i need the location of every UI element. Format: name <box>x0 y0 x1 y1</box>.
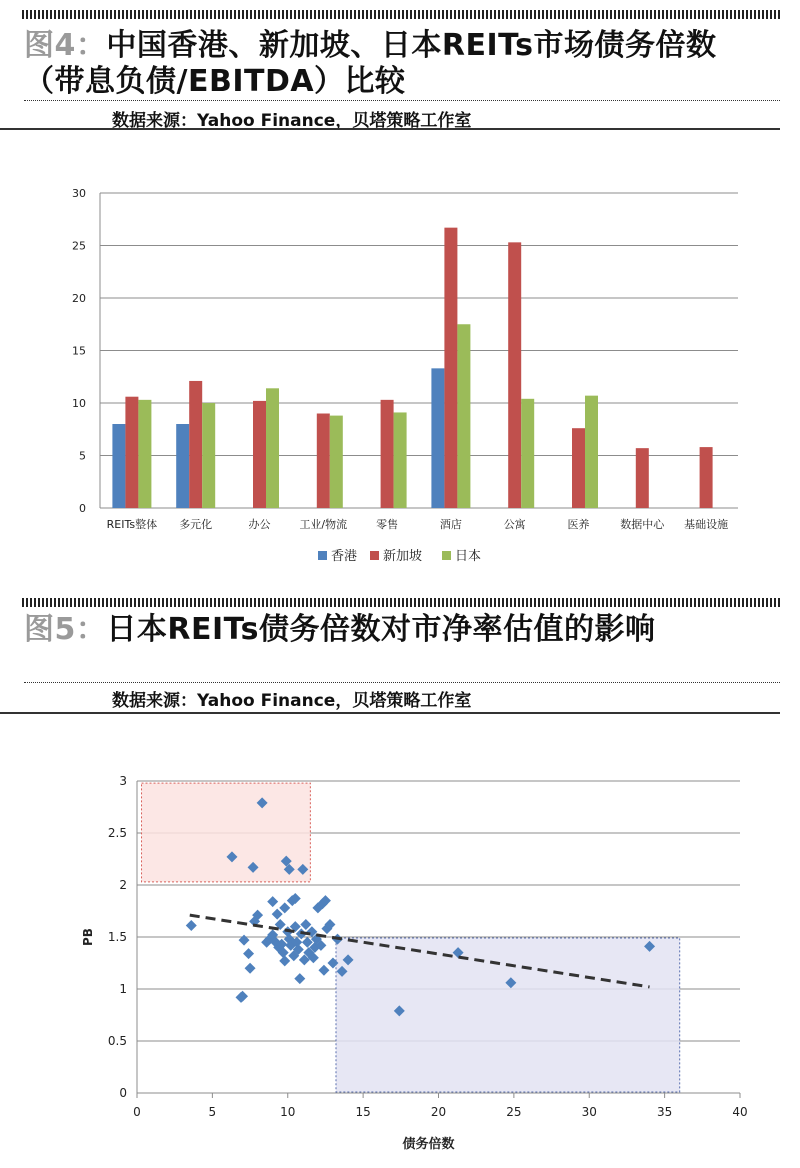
x-tick-label: 多元化 <box>179 518 213 531</box>
bar-日本 <box>585 396 598 508</box>
fig4-divider-solid <box>0 128 780 130</box>
y-tick-label: 25 <box>72 239 86 253</box>
fig5-title-text: 日本REITs债务倍数对市净率估值的影响 <box>106 612 656 647</box>
x-tick-label: 酒店 <box>439 518 462 531</box>
x-tick-label: 10 <box>280 1105 296 1119</box>
scatter-point <box>239 935 250 946</box>
fig4-title-line2: （带息负债/EBITDA）比较 <box>24 64 406 99</box>
scatter-point <box>279 955 290 966</box>
x-tick-label: 40 <box>732 1105 748 1119</box>
bar-新加坡 <box>381 400 394 508</box>
x-tick-label: 数据中心 <box>620 518 665 531</box>
x-tick-label: 25 <box>506 1105 522 1119</box>
high-leverage-region-box <box>336 938 680 1092</box>
x-tick-label: 零售 <box>376 518 399 531</box>
y-tick-label: 1 <box>119 982 127 996</box>
y-tick-label: 0.5 <box>107 1034 127 1048</box>
y-tick-label: 0 <box>119 1086 127 1100</box>
scatter-point <box>243 948 254 959</box>
scatter-point <box>279 902 290 913</box>
header-hatch-bar <box>22 10 780 19</box>
bar-香港 <box>176 424 189 508</box>
y-tick-label: 15 <box>72 344 86 358</box>
x-axis-label: 债务倍数 <box>402 1137 455 1152</box>
y-tick-label: 20 <box>72 292 86 305</box>
x-tick-label: 0 <box>133 1105 141 1119</box>
x-tick-label: 30 <box>581 1105 597 1119</box>
bar-新加坡 <box>317 414 330 509</box>
bar-日本 <box>394 412 407 508</box>
y-tick-label: 2.5 <box>107 826 127 840</box>
y-tick-label: 2 <box>119 878 127 892</box>
x-tick-label: 办公 <box>248 518 271 531</box>
y-axis-label: PB <box>81 928 95 946</box>
x-tick-label: 35 <box>656 1105 673 1119</box>
x-tick-label: 15 <box>355 1105 371 1119</box>
fig5-title <box>24 612 655 648</box>
bar-新加坡 <box>700 447 713 508</box>
bar-新加坡 <box>508 242 521 508</box>
fig4-title <box>24 28 716 64</box>
high-pb-region-box <box>142 783 311 882</box>
x-tick-label: 基础设施 <box>684 518 729 531</box>
y-tick-label: 1.5 <box>107 930 127 944</box>
fig4-source: 数据来源：Yahoo Finance，贝塔策略工作室 <box>112 111 472 131</box>
fig5-title-number: 图5： <box>24 612 107 647</box>
x-tick-label: 医养 <box>567 518 590 531</box>
x-tick-label: 工业/物流 <box>299 518 348 531</box>
bar-香港 <box>112 424 125 508</box>
fig4-divider-dotted <box>24 100 780 101</box>
y-tick-label: 10 <box>72 397 86 410</box>
scatter-point <box>300 919 311 930</box>
y-tick-label: 3 <box>119 774 127 788</box>
scatter-point <box>267 896 278 907</box>
legend-label-新加坡: 新加坡 <box>383 549 423 564</box>
bar-新加坡 <box>572 428 585 508</box>
fig5-divider-solid <box>0 712 780 714</box>
x-tick-label: 20 <box>430 1105 447 1119</box>
legend-label-香港: 香港 <box>331 549 358 564</box>
bar-新加坡 <box>189 381 202 508</box>
fig5-scatter-chart <box>0 738 800 1168</box>
bar-日本 <box>521 399 534 508</box>
fig5-divider-dotted <box>24 682 780 683</box>
scatter-point <box>272 909 283 920</box>
bar-新加坡 <box>125 397 138 508</box>
legend-swatch-日本 <box>442 551 451 560</box>
fig4-title-number: 图4： <box>24 28 107 63</box>
legend-label-日本: 日本 <box>455 549 482 564</box>
legend-swatch-香港 <box>318 551 327 560</box>
scatter-point <box>186 920 197 931</box>
fig4-title-line1: 中国香港、新加坡、日本REITs市场债务倍数 <box>106 28 717 63</box>
scatter-point <box>294 973 305 984</box>
y-tick-label: 30 <box>72 187 86 200</box>
fig4-bar-chart <box>0 150 800 610</box>
fig5-hatch-bar <box>22 598 780 607</box>
bar-新加坡 <box>636 448 649 508</box>
legend-swatch-新加坡 <box>370 551 379 560</box>
scatter-point <box>245 963 256 974</box>
bar-日本 <box>330 416 343 508</box>
scatter-point <box>318 965 329 976</box>
x-tick-label: REITs整体 <box>106 518 158 531</box>
bar-日本 <box>202 403 215 508</box>
x-tick-label: 5 <box>208 1105 217 1119</box>
bar-新加坡 <box>253 401 266 508</box>
bar-日本 <box>266 388 279 508</box>
y-tick-label: 0 <box>79 502 86 515</box>
x-tick-label: 公寓 <box>503 518 526 531</box>
bar-新加坡 <box>444 228 457 508</box>
bar-日本 <box>457 324 470 508</box>
y-tick-label: 5 <box>79 449 86 463</box>
bar-日本 <box>138 400 151 508</box>
fig5-source: 数据来源：Yahoo Finance，贝塔策略工作室 <box>112 691 472 711</box>
bar-香港 <box>431 368 444 508</box>
